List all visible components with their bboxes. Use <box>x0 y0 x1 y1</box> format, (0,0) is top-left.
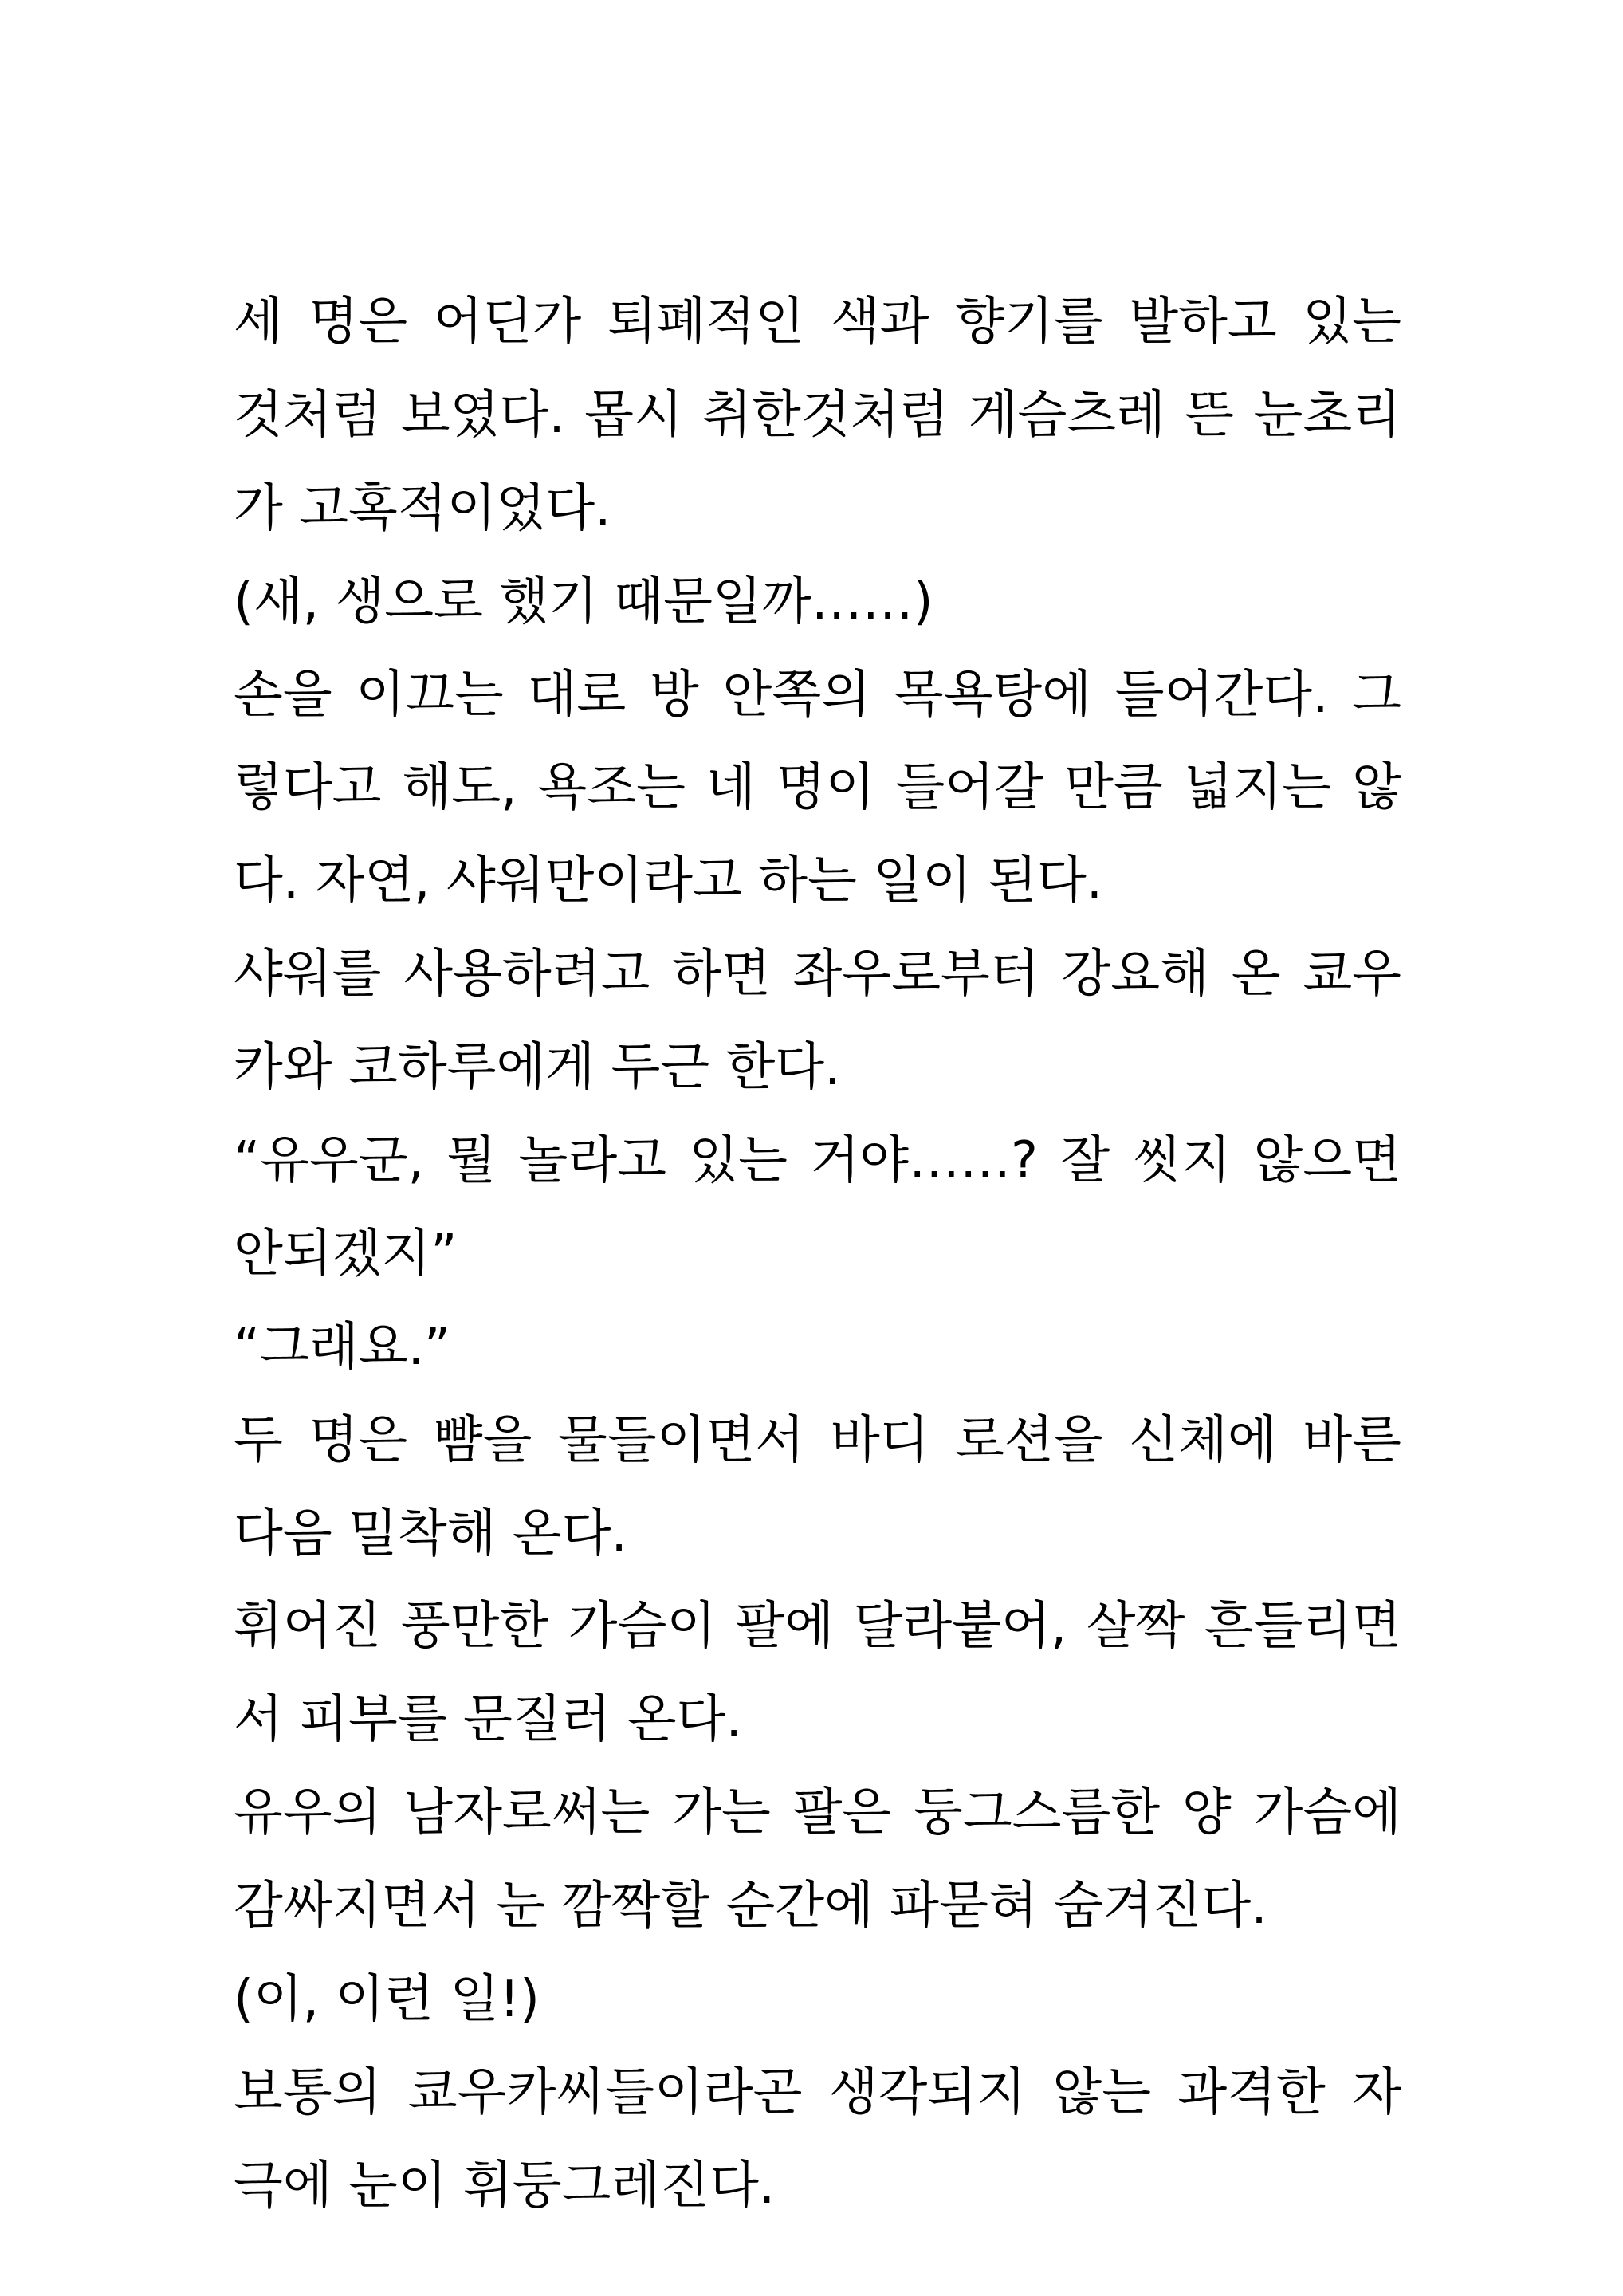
text-line-8: 샤워를 사용하려고 하면 좌우로부터 강요해 온 쿄우 <box>234 945 1401 1005</box>
text-line-11: 안되겠지” <box>234 1224 458 1284</box>
text-line-3: 가 고혹적이었다. <box>234 478 611 538</box>
text-line-5: 손을 이끄는 대로 방 안쪽의 목욕탕에 들어간다. 그 <box>234 665 1401 725</box>
text-line-9: 카와 코하루에게 두근 한다. <box>234 1038 841 1098</box>
text-line-14: 다음 밀착해 온다. <box>234 1504 627 1563</box>
text-line-12: “그래요.” <box>234 1317 451 1377</box>
text-line-21: 극에 눈이 휘둥그레진다. <box>234 2156 776 2215</box>
text-line-16: 서 피부를 문질러 온다. <box>234 1690 742 1750</box>
text-line-19: (이, 이런 일!) <box>234 1970 540 2030</box>
text-line-7: 다. 자연, 샤워만이라고 하는 일이 된다. <box>234 851 1103 911</box>
text-line-15: 휘어진 풍만한 가슴이 팔에 달라붙어, 살짝 흔들리면 <box>234 1597 1401 1657</box>
body-text <box>234 276 1401 2233</box>
text-line-1: 세 명은 어딘가 퇴폐적인 색과 향기를 발하고 있는 <box>234 293 1401 352</box>
text-line-20: 보통의 쿄우카씨들이라곤 생각되지 않는 과격한 자 <box>234 2062 1401 2122</box>
text-line-6: 렇다고 해도, 욕조는 네 명이 들어갈 만큼 넓지는 않 <box>234 758 1401 818</box>
text-line-13: 두 명은 뺨을 물들이면서 바디 로션을 신체에 바른 <box>234 1410 1401 1470</box>
text-line-18: 감싸지면서 눈 깜짝할 순간에 파묻혀 숨겨진다. <box>234 1877 1267 1936</box>
text-line-4: (새, 생으로 했기 때문일까……) <box>234 572 933 631</box>
text-line-2: 것처럼 보였다. 몹시 취한것처럼 게슴츠레 뜬 눈초리 <box>234 385 1401 445</box>
text-line-10: “유우군, 뭘 놀라고 있는 거야……? 잘 씻지 않으면 <box>234 1131 1401 1191</box>
text-line-17: 유우의 남자로써는 가는 팔은 둥그스름한 양 가슴에 <box>234 1783 1401 1843</box>
